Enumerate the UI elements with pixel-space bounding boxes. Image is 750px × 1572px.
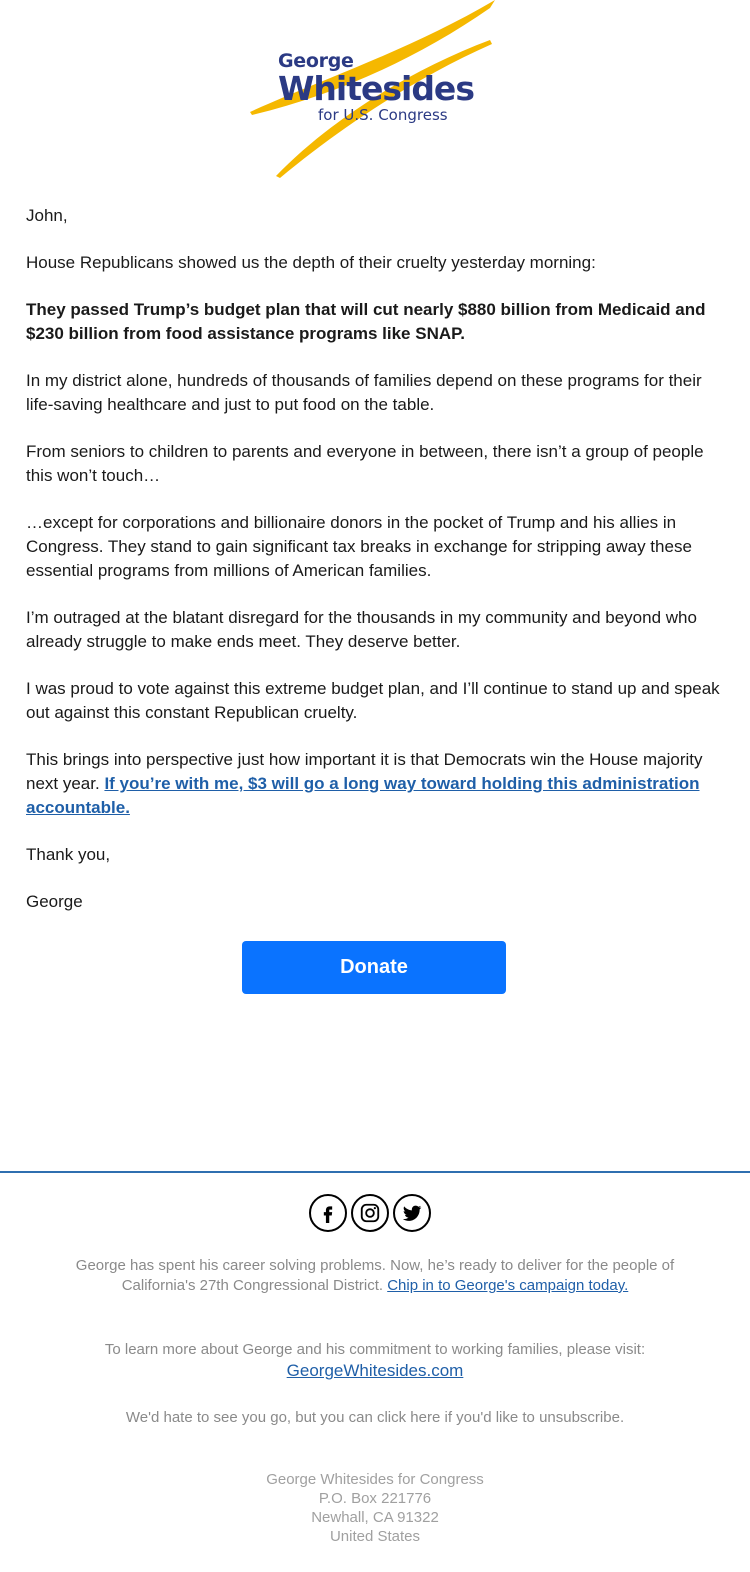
- social-links: [309, 1194, 431, 1232]
- email-body: [26, 204, 721, 937]
- website-link[interactable]: GeorgeWhitesides.com: [286, 1361, 464, 1380]
- campaign-logo: [0, 0, 750, 185]
- footer-career-text: George has spent his career solving problems. Now, he’s ready to deliver for the people of California's 27th Congressional District.: [75, 1257, 675, 1294]
- footer-learn-text: To learn more about George and his commitment to working families, please visit:: [104, 1341, 646, 1358]
- address-line-1: George Whitesides for Congress: [266, 1471, 484, 1488]
- footer-career: [70, 1256, 680, 1296]
- twitter-icon[interactable]: [393, 1194, 431, 1232]
- instagram-icon[interactable]: [351, 1194, 389, 1232]
- paragraph-6: I’m outraged at the blatant disregard for the thousands in my community and beyond who already struggle to make ends meet. They deserve better.: [26, 608, 697, 651]
- paragraph-7: I was proud to vote against this extreme budget plan, and I’ll continue to stand up and speak out against this constant Republican cruelty.: [26, 679, 720, 722]
- logo-wordmark: [278, 52, 474, 123]
- paragraph-4: From seniors to children to parents and everyone in between, there isn’t a group of people this won’t touch…: [26, 442, 704, 485]
- donate-button[interactable]: Donate: [242, 941, 506, 994]
- closing: Thank you,: [26, 845, 111, 864]
- footer-learn-more: [70, 1340, 680, 1382]
- signature: George: [26, 892, 83, 911]
- logo-first-name: George: [278, 50, 354, 72]
- logo-subtitle: for U.S. Congress: [318, 106, 448, 124]
- address-line-3: Newhall, CA 91322: [311, 1509, 439, 1526]
- logo-last-name: Whitesides: [278, 69, 474, 108]
- footer-divider: [0, 1171, 750, 1173]
- paragraph-8-text: This brings into perspective just how important it is that Democrats win the House majority next year.: [26, 750, 703, 793]
- greeting: John,: [26, 206, 68, 225]
- paragraph-1: House Republicans showed us the depth of their cruelty yesterday morning:: [26, 253, 596, 272]
- facebook-icon[interactable]: [309, 1194, 347, 1232]
- chip-in-link[interactable]: Chip in to George's campaign today.: [387, 1277, 629, 1294]
- mailing-address: [70, 1470, 680, 1546]
- paragraph-3: In my district alone, hundreds of thousands of families depend on these programs for their life-saving healthcare and just to put food on the table.: [26, 371, 702, 414]
- paragraph-5: …except for corporations and billionaire donors in the pocket of Trump and his allies in Congress. They stand to gain significant tax breaks in exchange for stripping away these essential programs from millions of American families.: [26, 513, 692, 580]
- unsubscribe-link[interactable]: We'd hate to see you go, but you can click here if you'd like to unsubscribe.: [125, 1409, 625, 1426]
- donate-text-link[interactable]: If you’re with me, $3 will go a long way toward holding this administration accountable.: [26, 774, 700, 817]
- address-line-2: P.O. Box 221776: [318, 1490, 432, 1507]
- paragraph-8: [26, 748, 721, 820]
- paragraph-2-bold: They passed Trump’s budget plan that will cut nearly $880 billion from Medicaid and $230 billion from food assistance programs like SNAP.: [26, 300, 706, 343]
- address-line-4: United States: [329, 1528, 421, 1545]
